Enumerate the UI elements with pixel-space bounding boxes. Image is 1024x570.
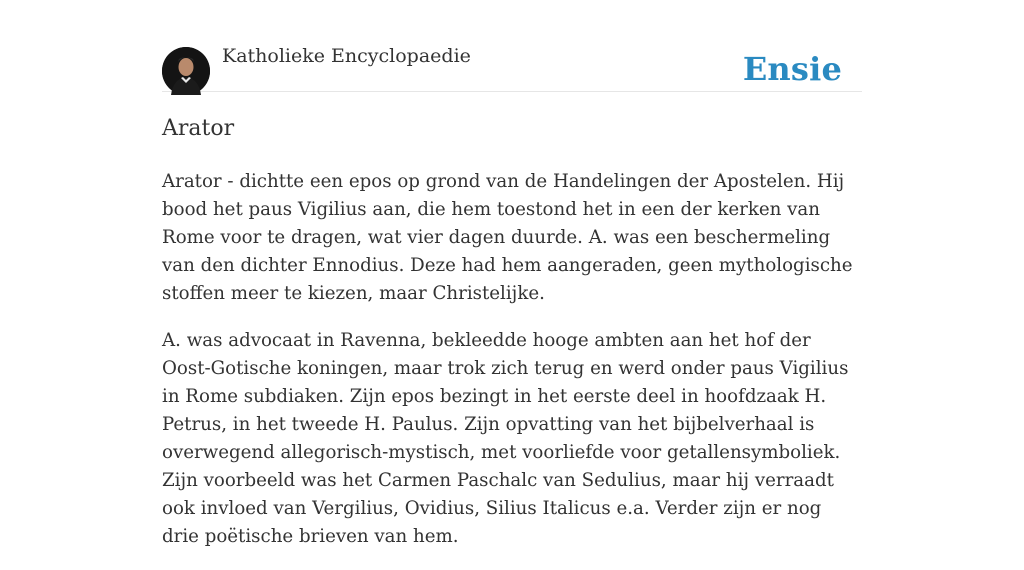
ensie-logo-link[interactable]: Ensie — [742, 50, 842, 88]
portrait-avatar-icon[interactable] — [162, 47, 210, 95]
article-content — [162, 168, 864, 570]
portrait-icon — [162, 47, 210, 95]
page-container — [162, 0, 862, 547]
page-title: Arator — [162, 116, 235, 141]
site-header — [162, 0, 862, 92]
article-paragraph: A. was advocaat in Ravenna, bekleedde hooge ambten aan het hof der Oost-Gotische koningen, maar trok zich terug en werd onder paus Vigilius in Rome subdiaken. Zijn epos bezingt in het eerste deel in hoofdzaak H. Petrus, in het tweede H. Paulus. Zijn opvatting van het bijbelverhaal is overwegend allegorisch-mystisch, met voorliefde voor getallensymboliek. Zijn voorbeeld was het Carmen Paschalc van Sedulius, maar hij verraadt ook invloed van Vergilius, Ovidius, Silius Italicus e.a. Verder zijn er nog drie poëtische brieven van hem. — [162, 330, 849, 547]
site-title[interactable]: Katholieke Encyclopaedie — [222, 45, 471, 67]
article-paragraph: Arator - dichtte een epos op grond van de Handelingen der Apostelen. Hij bood het paus Vigilius aan, die hem toestond het in een der kerken van Rome voor te dragen, wat vier dagen duurde. A. was een beschermeling van den dichter Ennodius. Deze had hem aangeraden, geen mythologische stoffen meer te kiezen, maar Christelijke. — [162, 171, 853, 304]
